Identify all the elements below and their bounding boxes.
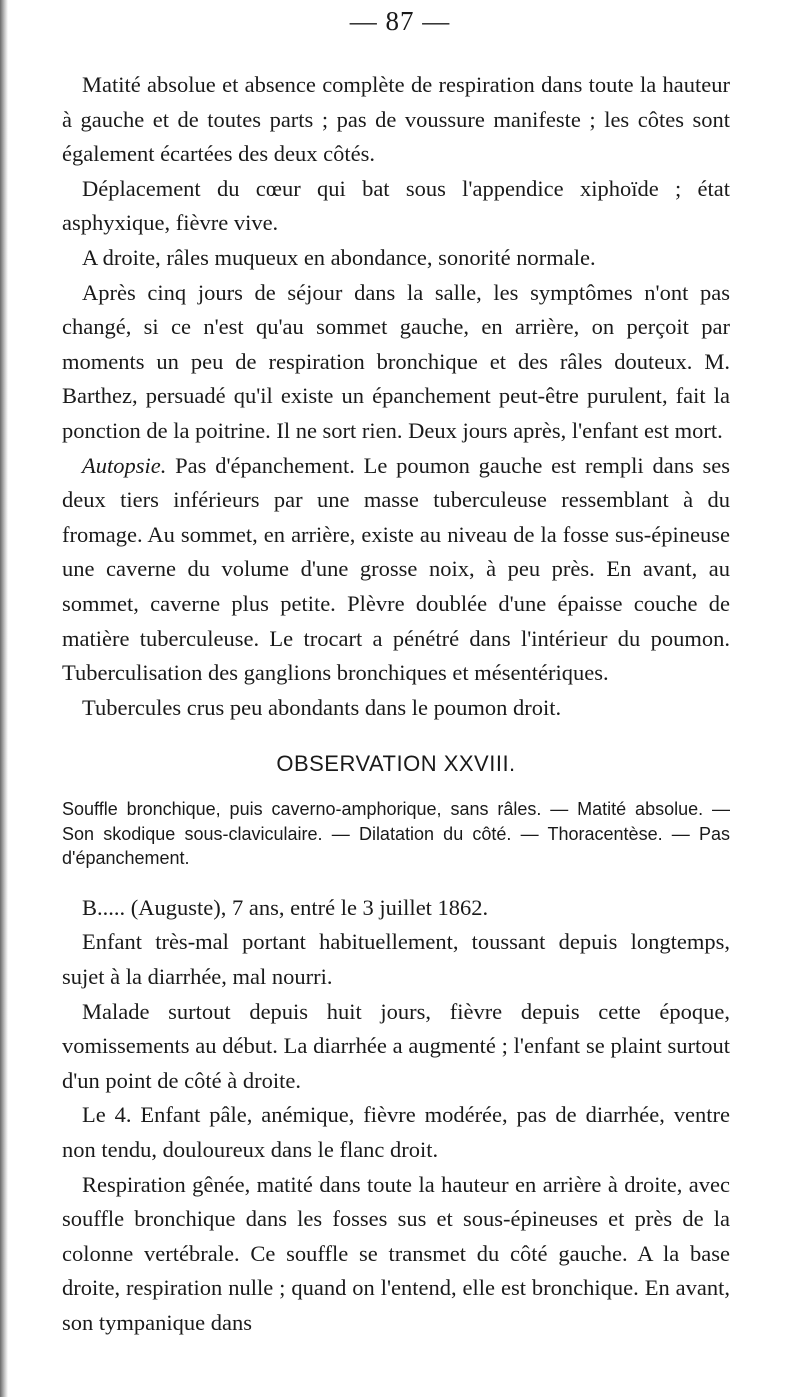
page-text: [62, 68, 730, 1341]
page-binding-edge: [0, 0, 8, 1397]
paragraph: Malade surtout depuis huit jours, fièvre depuis cette époque, vomissements au début. La diarrhée a augmenté ; l'enfant se plaint surtout d'un point de côté à droite.: [62, 998, 730, 1093]
autopsy-label: Autopsie.: [82, 452, 167, 478]
autopsy-paragraph: [62, 449, 730, 691]
autopsy-text: Pas d'épanchement. Le poumon gauche est rempli dans ses deux tiers inférieurs par une masse tuberculeuse ressemblant à du fromage. Au sommet, en arrière, existe au niveau de la fosse sus-épineuse une caverne du volume d'une grosse noix, à peu près. En avant, au sommet, caverne plus petite. Plèvre doublée d'une épaisse couche de matière tuberculeuse. Le trocart a pénétré dans l'intérieur du poumon. Tuberculisation des ganglions bronchiques et mésentériques.: [62, 452, 730, 686]
paragraph: A droite, râles muqueux en abondance, sonorité normale.: [82, 244, 596, 270]
paragraph: Matité absolue et absence complète de respiration dans toute la hauteur à gauche et de toutes parts ; pas de voussure manifeste ; les côtes sont également écartées des deux côtés.: [62, 72, 730, 167]
paragraph: Tubercules crus peu abondants dans le poumon droit.: [82, 694, 562, 720]
page-number: — 87 —: [349, 6, 451, 36]
paragraph: Enfant très-mal portant habituellement, toussant depuis longtemps, sujet à la diarrhée, mal nourri.: [62, 929, 730, 989]
paragraph: Après cinq jours de séjour dans la salle, les symptômes n'ont pas changé, si ce n'est qu'au sommet gauche, en arrière, on perçoit par moments un peu de respiration bronchique et des râles douteux. M. Barthez, persuadé qu'il existe un épanchement peut-être purulent, fait la ponction de la poitrine. Il ne sort rien. Deux jours après, l'enfant est mort.: [62, 279, 730, 443]
paragraph: Respiration gênée, matité dans toute la hauteur en arrière à droite, avec souffle bronchique dans les fosses sus et sous-épineuses et près de la colonne vertébrale. Ce souffle se transmet du côté gauche. A la base droite, respiration nulle ; quand on l'entend, elle est bronchique. En avant, son tympanique dans: [62, 1171, 730, 1335]
paragraph: B..... (Auguste), 7 ans, entré le 3 juillet 1862.: [82, 894, 489, 920]
paragraph: Le 4. Enfant pâle, anémique, fièvre modérée, pas de diarrhée, ventre non tendu, douloureux dans le flanc droit.: [62, 1102, 730, 1162]
observation-summary: Souffle bronchique, puis caverno-amphorique, sans râles. — Matité absolue. — Son skodique sous-claviculaire. — Dilatation du côté. — Thoracentèse. — Pas d'épanchement.: [62, 799, 730, 869]
paragraph: Déplacement du cœur qui bat sous l'appendice xiphoïde ; état asphyxique, fièvre vive.: [62, 175, 730, 236]
observation-title: OBSERVATION XXVIII.: [276, 751, 516, 777]
